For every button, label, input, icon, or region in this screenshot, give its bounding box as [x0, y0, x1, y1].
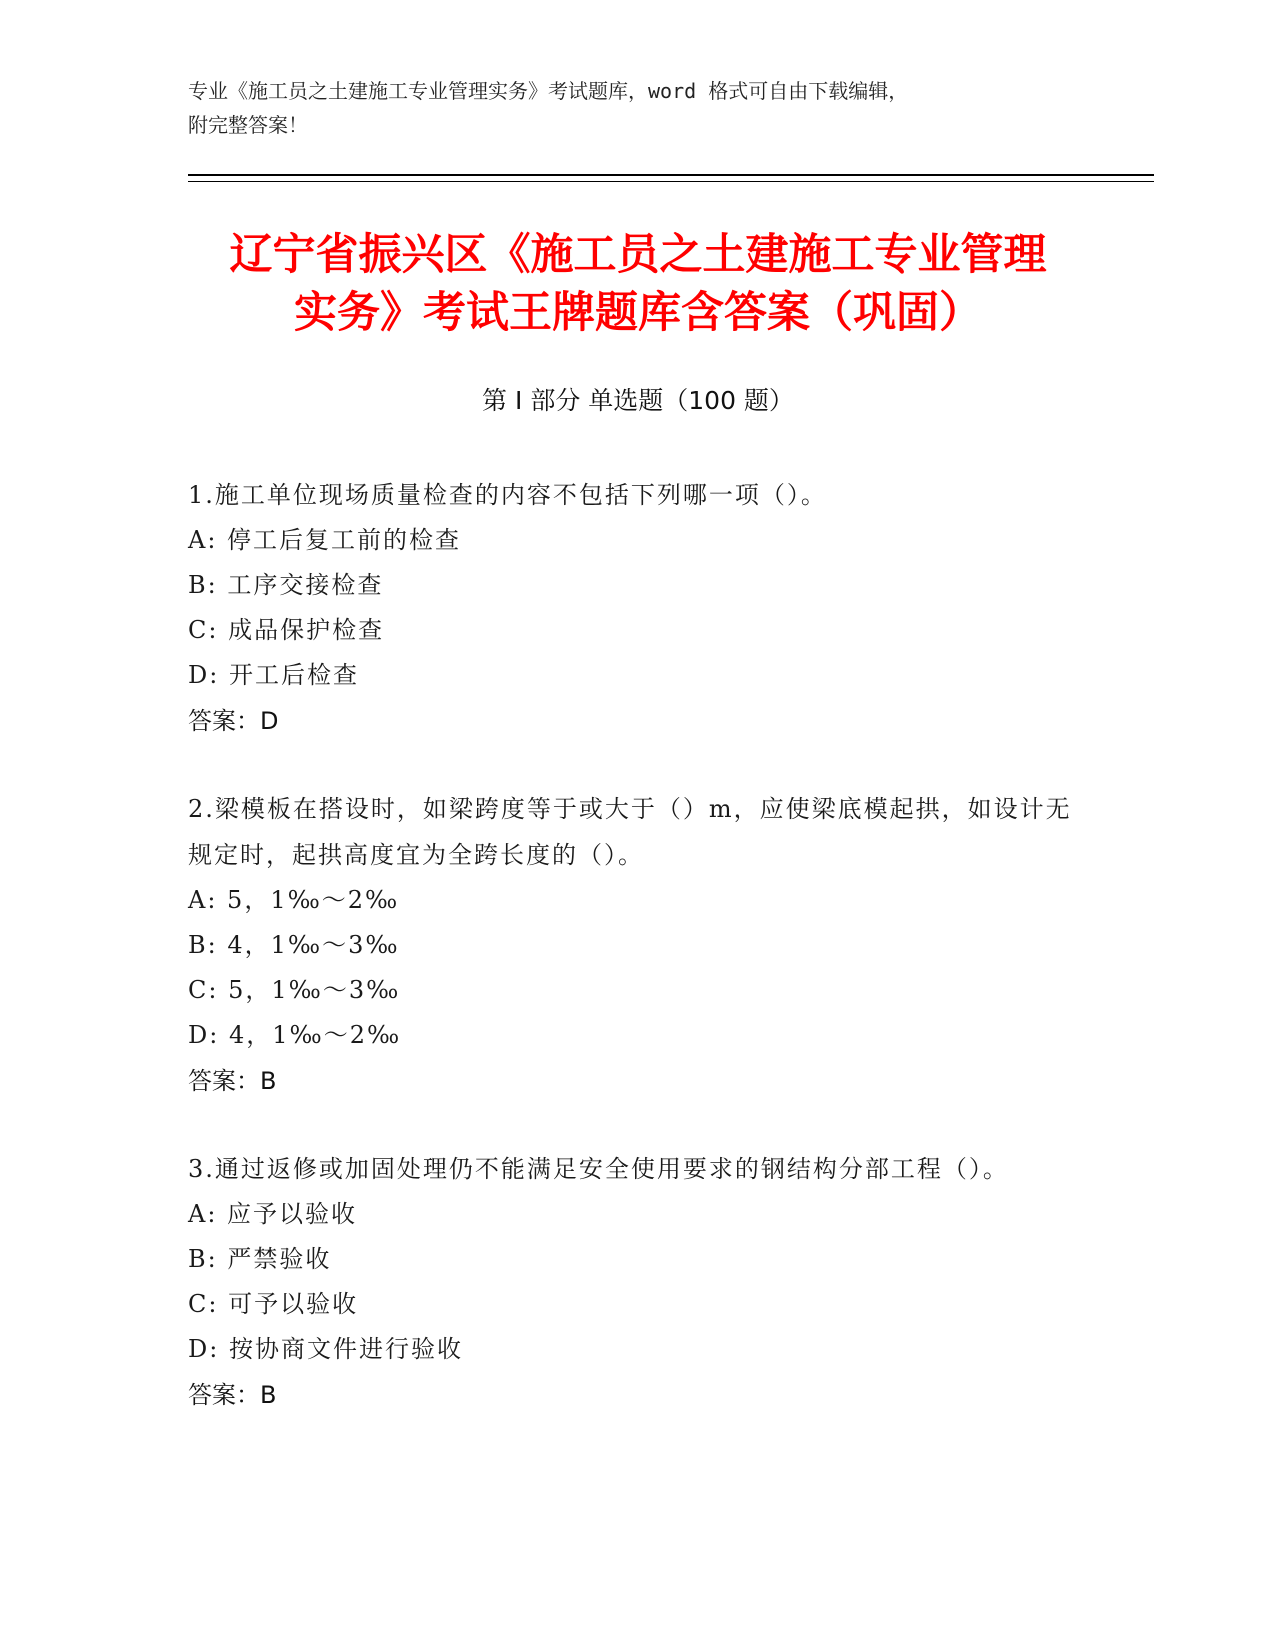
answer: 答案：B	[188, 1381, 277, 1409]
question-1	[188, 472, 1088, 744]
option-a: A: 应予以验收	[188, 1200, 358, 1228]
document-title	[188, 226, 1088, 342]
option-c: C: 可予以验收	[188, 1290, 359, 1318]
section-heading: 第 I 部分 单选题（100 题）	[482, 386, 794, 415]
option-a: A: 停工后复工前的检查	[188, 526, 462, 554]
option-b: B: 工序交接检查	[188, 571, 384, 599]
document-title-line-2: 实务》考试王牌题库含答案（巩固）	[294, 288, 982, 338]
header-divider-thick	[188, 174, 1154, 176]
option-d: D: 按协商文件进行验收	[188, 1335, 463, 1363]
option-c: C: 5，1‰～3‰	[188, 976, 401, 1004]
option-d: D: 4，1‰～2‰	[188, 1021, 402, 1049]
option-b: B: 严禁验收	[188, 1245, 332, 1273]
header-note-line-2: 附完整答案！	[188, 113, 308, 137]
question-2	[188, 786, 1088, 1104]
question-stem: 2.梁模板在搭设时，如梁跨度等于或大于（）m，应使梁底模起拱，如设计无规定时，起拱高度宜为全跨长度的（）。	[188, 795, 1072, 869]
answer: 答案：D	[188, 707, 279, 735]
option-d: D: 开工后检查	[188, 661, 359, 689]
answer: 答案：B	[188, 1067, 277, 1095]
header-note-line-1: 专业《施工员之土建施工专业管理实务》考试题库，word 格式可自由下载编辑，	[188, 79, 909, 103]
header-divider-thin	[188, 181, 1154, 182]
question-stem: 3.通过返修或加固处理仍不能满足安全使用要求的钢结构分部工程（）。	[188, 1155, 1009, 1183]
header-note	[188, 74, 1068, 142]
question-stem: 1.施工单位现场质量检查的内容不包括下列哪一项（）。	[188, 481, 827, 509]
option-b: B: 4，1‰～3‰	[188, 931, 400, 959]
question-3	[188, 1146, 1088, 1418]
option-a: A: 5，1‰～2‰	[188, 886, 400, 914]
option-c: C: 成品保护检查	[188, 616, 385, 644]
document-title-line-1: 辽宁省振兴区《施工员之土建施工专业管理	[229, 230, 1047, 280]
